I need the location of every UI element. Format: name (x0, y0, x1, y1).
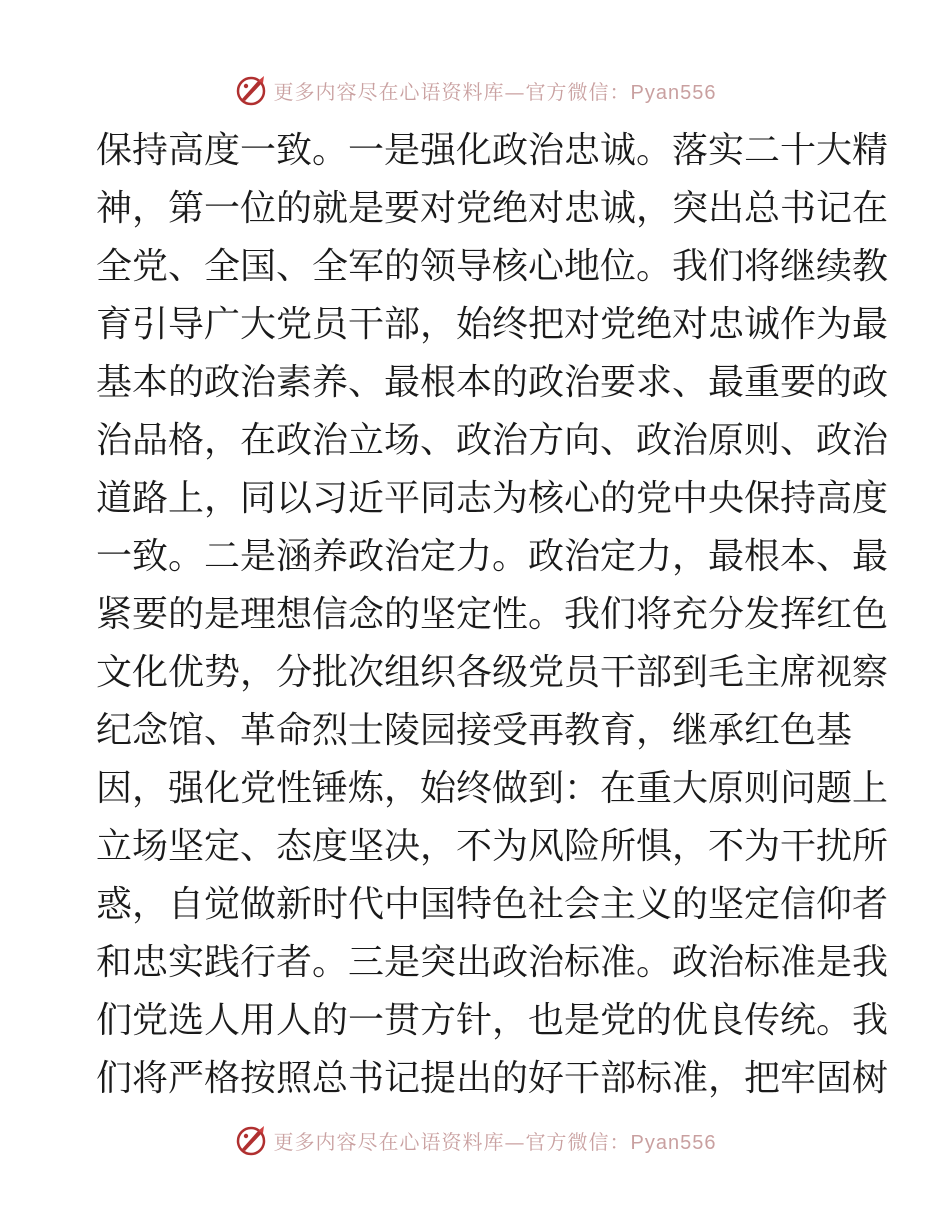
text-line: 治品格，在政治立场、政治方向、政治原则、政治 (96, 420, 889, 461)
text-line: 一致。二是涵养政治定力。政治定力，最根本、最 (96, 536, 889, 577)
text-line: 道路上，同以习近平同志为核心的党中央保持高度 (96, 478, 889, 519)
text-line: 基本的政治素养、最根本的政治要求、最重要的政 (96, 362, 889, 403)
text-line: 保持高度一致。一是强化政治忠诚。落实二十大精 (96, 130, 889, 171)
footer-watermark (0, 1120, 950, 1160)
text-line: 神，第一位的就是要对党绝对忠诚，突出总书记在 (96, 188, 889, 229)
text-line: 们将严格按照总书记提出的好干部标准，把牢固树 (96, 1058, 889, 1099)
quill-logo-icon (234, 1123, 268, 1157)
text-line: 全党、全国、全军的领导核心地位。我们将继续教 (96, 246, 889, 287)
text-line: 育引导广大党员干部，始终把对党绝对忠诚作为最 (96, 304, 889, 345)
text-line: 纪念馆、革命烈士陵园接受再教育，继承红色基 (96, 710, 853, 751)
text-line: 立场坚定、态度坚决，不为风险所惧，不为干扰所 (96, 826, 889, 867)
text-line: 因，强化党性锤炼，始终做到：在重大原则问题上 (96, 768, 889, 809)
watermark-text: 更多内容尽在心语资料库—官方微信：Pyan556 (273, 1129, 717, 1154)
text-line: 们党选人用人的一贯方针，也是党的优良传统。我 (96, 1000, 889, 1041)
document-body (96, 122, 889, 1108)
quill-logo-icon (234, 73, 268, 107)
header-watermark (0, 70, 950, 110)
watermark-text: 更多内容尽在心语资料库—官方微信：Pyan556 (273, 79, 717, 104)
text-line: 惑，自觉做新时代中国特色社会主义的坚定信仰者 (96, 884, 889, 925)
text-line: 和忠实践行者。三是突出政治标准。政治标准是我 (96, 942, 889, 983)
text-line: 文化优势，分批次组织各级党员干部到毛主席视察 (96, 652, 889, 693)
text-line: 紧要的是理想信念的坚定性。我们将充分发挥红色 (96, 594, 889, 635)
